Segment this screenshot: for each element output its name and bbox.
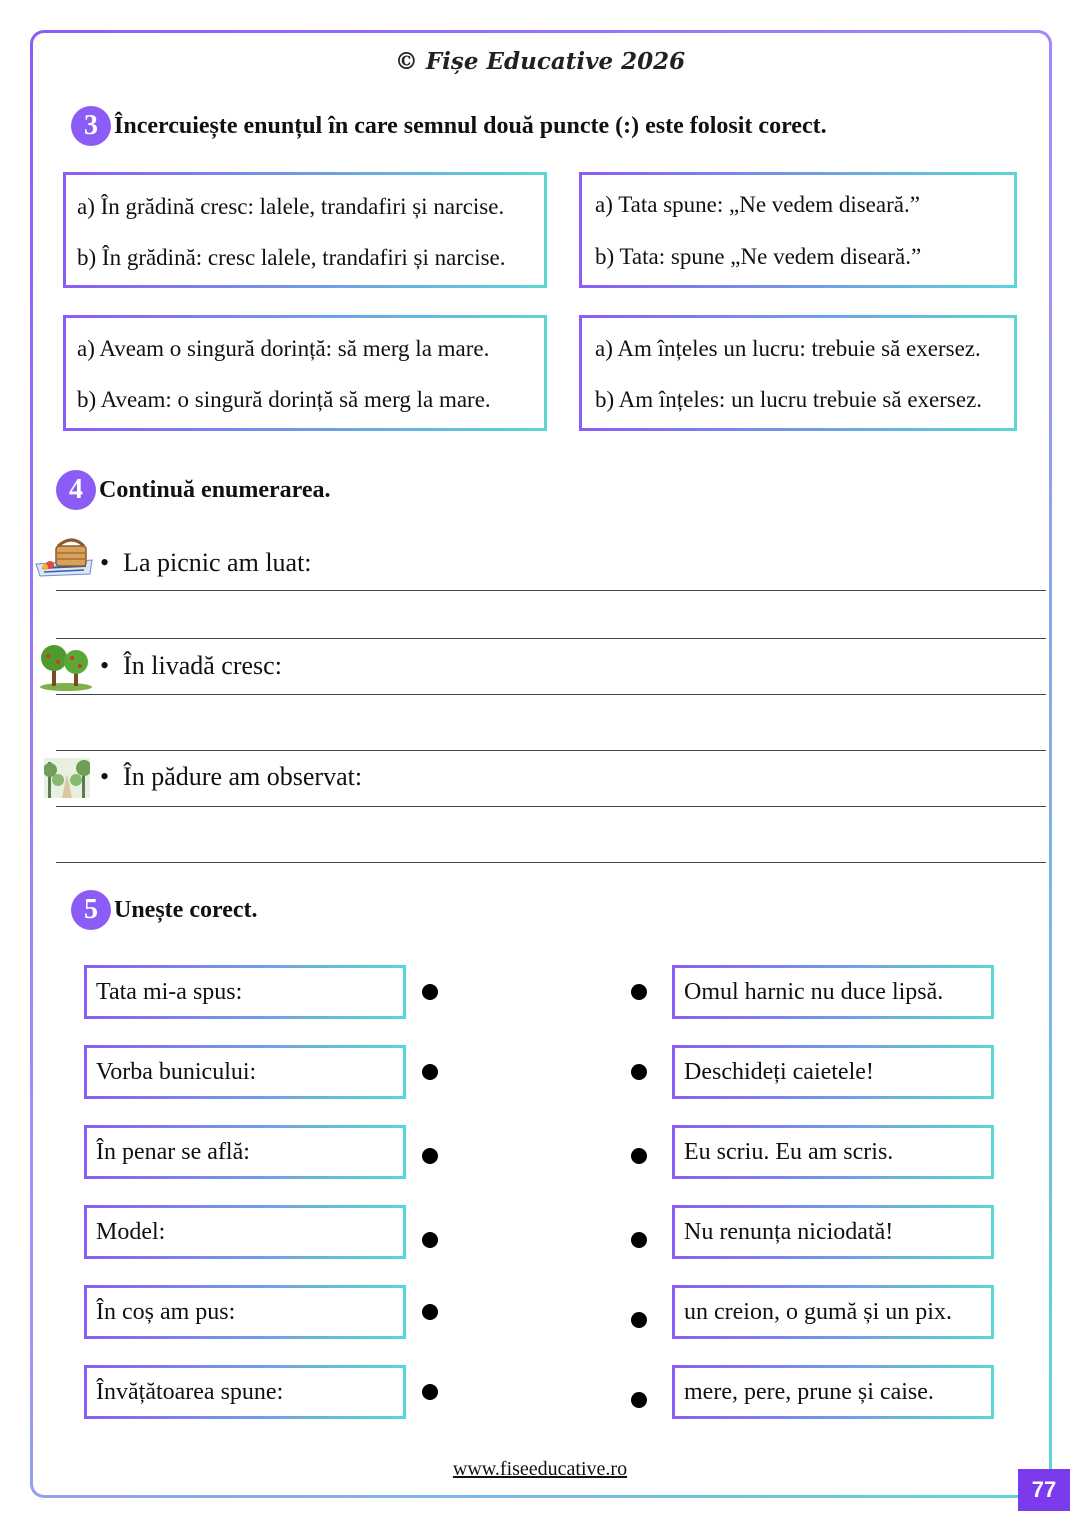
- enum-row-forest: [92, 762, 362, 792]
- match-left-1: Tata mi-a spus:: [84, 965, 406, 1019]
- section-5-heading: [71, 890, 257, 930]
- section-3-title: Încercuiește enunțul în care semnul două puncte (:) este folosit corect.: [114, 112, 827, 139]
- match-dot-right[interactable]: [631, 1148, 647, 1164]
- option-box-4: [579, 315, 1017, 431]
- bullet: •: [100, 548, 110, 577]
- enum-label: La picnic am luat:: [123, 548, 312, 577]
- option-a[interactable]: a) Aveam o singură dorință: să merg la mare.: [77, 336, 490, 361]
- match-dot-left[interactable]: [422, 1304, 438, 1320]
- enum-label: În livadă cresc:: [123, 651, 282, 680]
- answer-line[interactable]: [56, 638, 1046, 639]
- enum-label: În pădure am observat:: [123, 762, 363, 791]
- answer-line[interactable]: [56, 590, 1046, 591]
- match-right-3: Eu scriu. Eu am scris.: [672, 1125, 994, 1179]
- answer-line[interactable]: [56, 806, 1046, 807]
- match-dot-right[interactable]: [631, 1392, 647, 1408]
- page-number-badge: 77: [1018, 1469, 1070, 1511]
- match-right-2: Deschideți caietele!: [672, 1045, 994, 1099]
- section-4-number: 4: [56, 470, 96, 510]
- forest-icon: [44, 758, 90, 798]
- section-3-heading: [71, 106, 827, 146]
- footer-website-link[interactable]: www.fiseeducative.ro: [452, 1458, 628, 1480]
- match-dot-right[interactable]: [631, 1312, 647, 1328]
- match-left-2: Vorba bunicului:: [84, 1045, 406, 1099]
- option-a[interactable]: a) Tata spune: „Ne vedem diseară.”: [595, 192, 920, 217]
- match-right-6: mere, pere, prune și caise.: [672, 1365, 994, 1419]
- match-left-4: Model:: [84, 1205, 406, 1259]
- match-dot-left[interactable]: [422, 1064, 438, 1080]
- answer-line[interactable]: [56, 862, 1046, 863]
- match-left-5: În coș am pus:: [84, 1285, 406, 1339]
- match-dot-left[interactable]: [422, 1232, 438, 1248]
- option-b[interactable]: b) Tata: spune „Ne vedem diseară.”: [595, 244, 922, 269]
- enum-row-orchard: [92, 651, 282, 681]
- orchard-trees-icon: [38, 640, 94, 692]
- option-b[interactable]: b) Aveam: o singură dorință să merg la mare.: [77, 387, 491, 412]
- option-box-1: [63, 172, 547, 288]
- match-dot-left[interactable]: [422, 1148, 438, 1164]
- match-dot-right[interactable]: [631, 1064, 647, 1080]
- section-5-number: 5: [71, 890, 111, 930]
- match-dot-right[interactable]: [631, 984, 647, 1000]
- option-box-3: [63, 315, 547, 431]
- section-3-number: 3: [71, 106, 111, 146]
- picnic-basket-icon: [34, 534, 94, 578]
- match-right-5: un creion, o gumă și un pix.: [672, 1285, 994, 1339]
- section-4-title: Continuă enumerarea.: [99, 476, 331, 503]
- option-box-2: [579, 172, 1017, 288]
- match-dot-right[interactable]: [631, 1232, 647, 1248]
- option-a[interactable]: a) În grădină cresc: lalele, trandafiri și narcise.: [77, 194, 505, 219]
- bullet: •: [100, 651, 110, 680]
- section-4-heading: [56, 470, 331, 510]
- answer-line[interactable]: [56, 750, 1046, 751]
- match-right-4: Nu renunța niciodată!: [672, 1205, 994, 1259]
- option-b[interactable]: b) Am înțeles: un lucru trebuie să exersez.: [595, 387, 983, 412]
- match-dot-left[interactable]: [422, 984, 438, 1000]
- option-b[interactable]: b) În grădină: cresc lalele, trandafiri și narcise.: [77, 245, 506, 270]
- match-dot-left[interactable]: [422, 1384, 438, 1400]
- section-5-title: Unește corect.: [114, 896, 258, 923]
- page-header: © Fișe Educative 2026: [394, 48, 686, 75]
- answer-line[interactable]: [56, 694, 1046, 695]
- match-right-1: Omul harnic nu duce lipsă.: [672, 965, 994, 1019]
- bullet: •: [100, 762, 110, 791]
- enum-row-picnic: [92, 548, 312, 578]
- match-left-6: Învățătoarea spune:: [84, 1365, 406, 1419]
- option-a[interactable]: a) Am înțeles un lucru: trebuie să exersez.: [595, 336, 981, 361]
- match-left-3: În penar se află:: [84, 1125, 406, 1179]
